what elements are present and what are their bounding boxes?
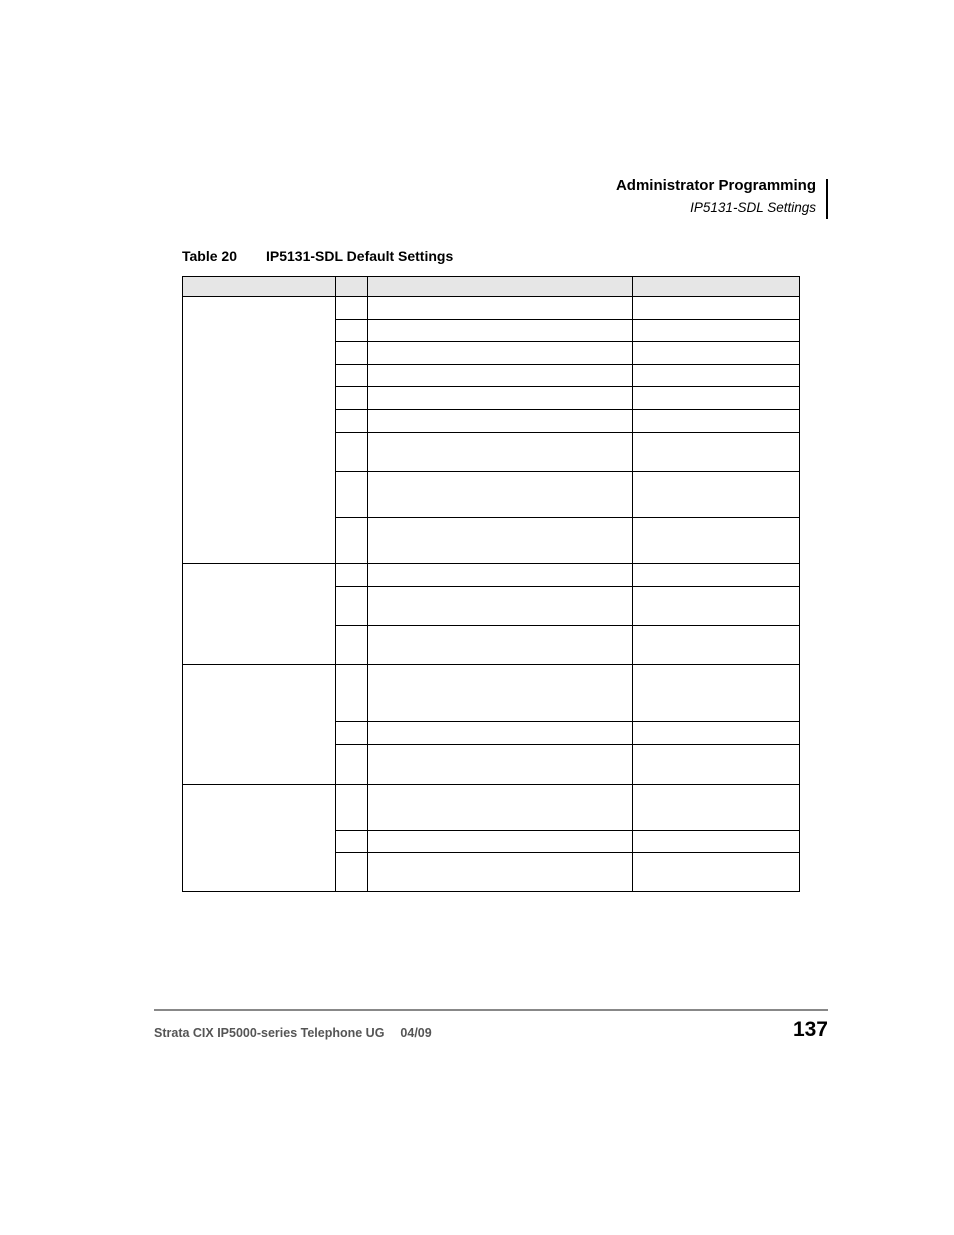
table-header-row [183, 277, 800, 297]
setting-cell [368, 365, 633, 387]
default-cell [633, 387, 800, 410]
default-cell [633, 518, 800, 564]
default-cell [633, 410, 800, 433]
footer-doc-title: Strata CIX IP5000-series Telephone UG [154, 1026, 385, 1040]
step-cell [336, 297, 368, 320]
step-cell [336, 785, 368, 831]
table-caption-title: IP5131-SDL Default Settings [266, 248, 454, 264]
default-cell [633, 665, 800, 722]
table-caption [182, 248, 453, 264]
step-cell [336, 433, 368, 472]
group-label-cell [183, 665, 336, 785]
table-caption-number: Table 20 [182, 248, 237, 264]
table-row [183, 297, 800, 320]
default-cell [633, 472, 800, 518]
step-cell [336, 665, 368, 722]
column-header [368, 277, 633, 297]
step-cell [336, 342, 368, 365]
default-cell [633, 587, 800, 626]
header-divider [826, 179, 828, 219]
subsection-title: IP5131-SDL Settings [690, 200, 816, 215]
setting-cell [368, 518, 633, 564]
setting-cell [368, 472, 633, 518]
footer-divider [154, 1009, 828, 1011]
setting-cell [368, 722, 633, 745]
step-cell [336, 626, 368, 665]
default-cell [633, 564, 800, 587]
setting-cell [368, 297, 633, 320]
step-cell [336, 564, 368, 587]
setting-cell [368, 387, 633, 410]
setting-cell [368, 745, 633, 785]
group-label-cell [183, 785, 336, 892]
setting-cell [368, 785, 633, 831]
setting-cell [368, 587, 633, 626]
setting-cell [368, 831, 633, 853]
section-title: Administrator Programming [615, 177, 816, 194]
table-row [183, 564, 800, 587]
step-cell [336, 518, 368, 564]
step-cell [336, 587, 368, 626]
default-cell [633, 342, 800, 365]
setting-cell [368, 320, 633, 342]
default-cell [633, 745, 800, 785]
step-cell [336, 472, 368, 518]
setting-cell [368, 853, 633, 892]
column-header [336, 277, 368, 297]
page-number: 137 [792, 1018, 828, 1041]
settings-table [182, 276, 800, 892]
step-cell [336, 853, 368, 892]
setting-cell [368, 626, 633, 665]
column-header [633, 277, 800, 297]
default-cell [633, 853, 800, 892]
setting-cell [368, 665, 633, 722]
table-row [183, 665, 800, 722]
step-cell [336, 387, 368, 410]
column-header [183, 277, 336, 297]
settings-table-container [182, 276, 799, 892]
default-cell [633, 722, 800, 745]
default-cell [633, 785, 800, 831]
step-cell [336, 722, 368, 745]
default-cell [633, 365, 800, 387]
default-cell [633, 831, 800, 853]
footer-doc-info [154, 1026, 432, 1040]
step-cell [336, 320, 368, 342]
default-cell [633, 626, 800, 665]
group-label-cell [183, 564, 336, 665]
step-cell [336, 365, 368, 387]
step-cell [336, 831, 368, 853]
default-cell [633, 320, 800, 342]
setting-cell [368, 564, 633, 587]
step-cell [336, 410, 368, 433]
step-cell [336, 745, 368, 785]
default-cell [633, 433, 800, 472]
table-row [183, 785, 800, 831]
setting-cell [368, 433, 633, 472]
setting-cell [368, 342, 633, 365]
default-cell [633, 297, 800, 320]
setting-cell [368, 410, 633, 433]
footer-date: 04/09 [400, 1026, 432, 1040]
group-label-cell [183, 297, 336, 564]
